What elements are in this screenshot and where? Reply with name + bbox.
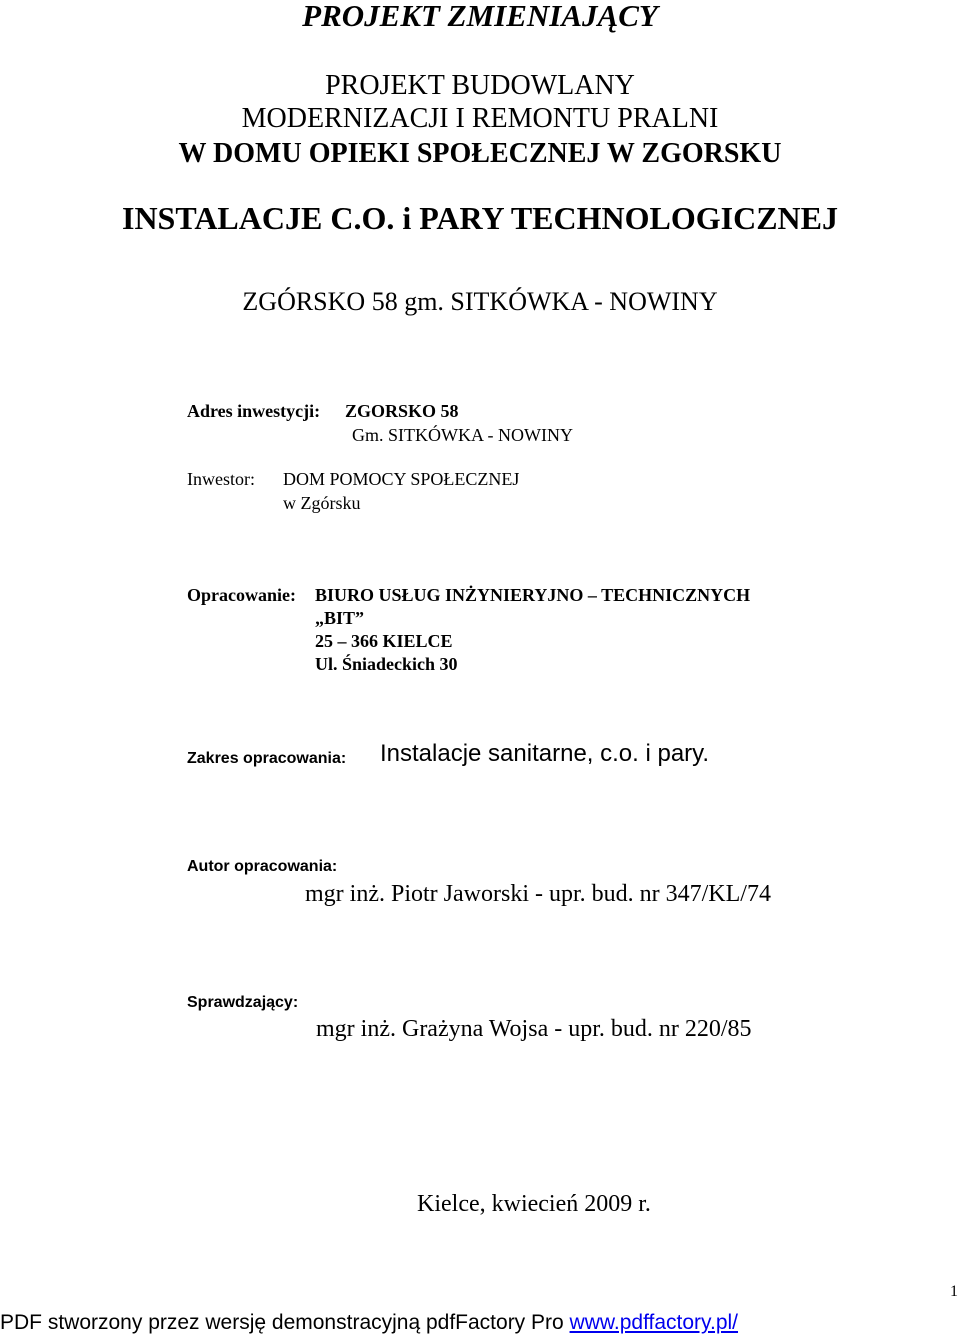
scope-value: Instalacje sanitarne, c.o. i pary. xyxy=(380,740,710,767)
investment-address-line1: ZGORSKO 58 xyxy=(345,401,459,421)
author-value: mgr inż. Piotr Jaworski - upr. bud. nr 347/KL/74 xyxy=(305,881,771,907)
investor-name: DOM POMOCY SPOŁECZNEJ xyxy=(283,469,520,489)
prepared-by-company: BIURO USŁUG INŻYNIERYJNO – TECHNICZNYCH xyxy=(315,585,751,605)
pdffactory-link[interactable]: www.pdffactory.pl/ xyxy=(569,1311,739,1334)
pdf-footer-text: PDF stworzony przez wersję demonstracyjną pdfFactory Pro xyxy=(0,1311,570,1334)
project-type-line: PROJEKT BUDOWLANY xyxy=(325,70,635,101)
checker-value: mgr inż. Grażyna Wojsa - upr. bud. nr 220/85 xyxy=(316,1016,752,1042)
project-name-line: MODERNIZACJI I REMONTU PRALNI xyxy=(241,103,719,134)
installation-scope-title: INSTALACJE C.O. i PARY TECHNOLOGICZNEJ xyxy=(121,200,838,236)
page-number: 1 xyxy=(950,1283,958,1300)
investment-address-label: Adres inwestycji: xyxy=(187,401,321,421)
prepared-by-street: Ul. Śniadeckich 30 xyxy=(315,654,458,674)
date-place-line: Kielce, kwiecień 2009 r. xyxy=(417,1191,651,1217)
investor-label: Inwestor: xyxy=(187,469,255,489)
investor-location: w Zgórsku xyxy=(283,493,361,513)
investment-address-line2: Gm. SITKÓWKA - NOWINY xyxy=(352,425,573,445)
pdf-footer xyxy=(0,1311,738,1335)
checker-label: Sprawdzający: xyxy=(187,994,299,1011)
prepared-by-label: Opracowanie: xyxy=(187,585,296,605)
document-title: PROJEKT ZMIENIAJĄCY xyxy=(302,0,658,33)
prepared-by-company-short: „BIT” xyxy=(315,608,365,628)
scope-label: Zakres opracowania: xyxy=(187,750,347,767)
prepared-by-postcode: 25 – 366 KIELCE xyxy=(315,631,453,651)
location-line: ZGÓRSKO 58 gm. SITKÓWKA - NOWINY xyxy=(242,287,718,316)
author-label: Autor opracowania: xyxy=(187,858,338,875)
project-place-line: W DOMU OPIEKI SPOŁECZNEJ W ZGORSKU xyxy=(178,138,782,169)
